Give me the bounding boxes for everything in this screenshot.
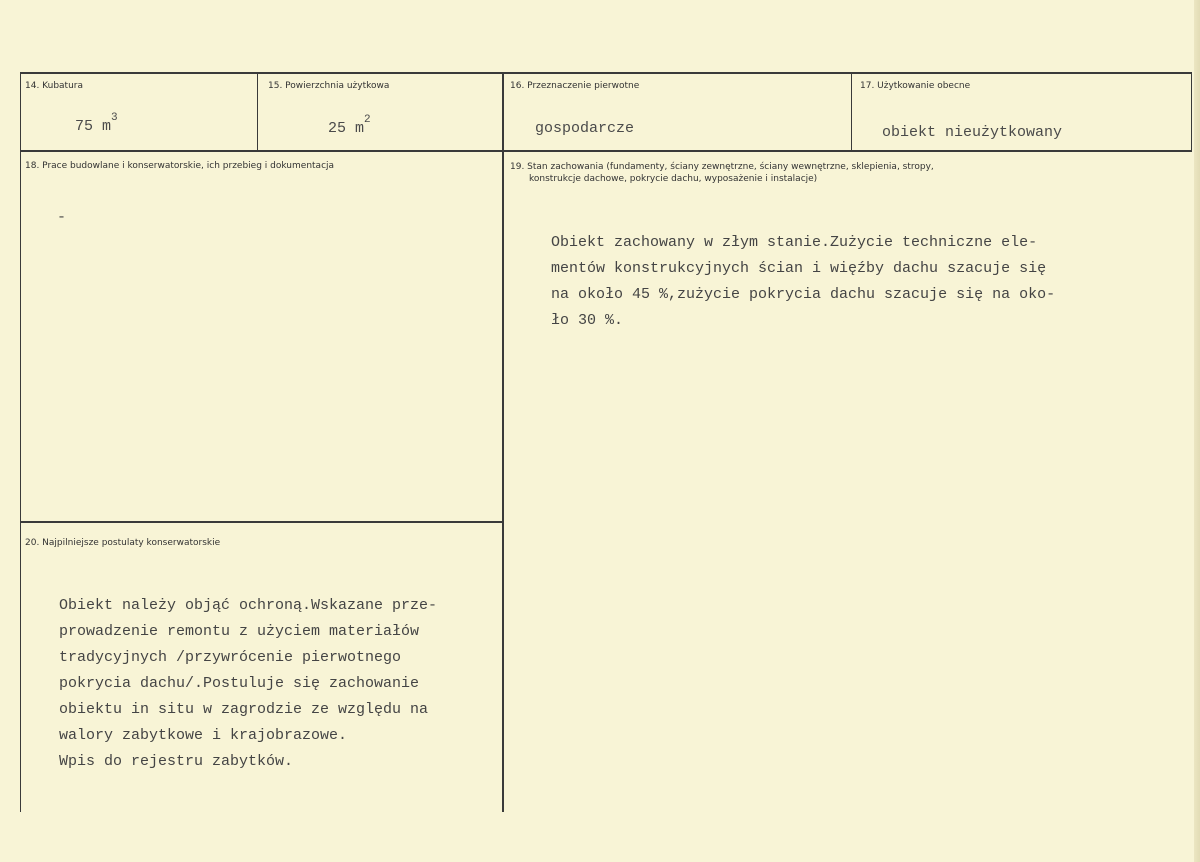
stan-line: na około 45 %,zużycie pokrycia dachu szacuje się na oko-	[551, 286, 1056, 303]
right-rule	[1191, 72, 1192, 152]
divider-14-15	[257, 72, 258, 152]
powierzchnia-text: 25 m	[328, 120, 365, 137]
stan-line: Obiekt zachowany w złym stanie.Zużycie techniczne ele-	[551, 234, 1038, 251]
label-przeznaczenie: 16. Przeznaczenie pierwotne	[510, 81, 640, 91]
postulat-line: Wpis do rejestru zabytków.	[59, 753, 294, 770]
postulat-line: walory zabytkowe i krajobrazowe.	[59, 727, 348, 744]
value-uzytkowanie: obiekt nieużytkowany	[882, 124, 1063, 141]
label-uzytkowanie: 17. Użytkowanie obecne	[860, 81, 971, 91]
kubatura-text: 75 m	[75, 118, 112, 135]
postulat-line: prowadzenie remontu z użyciem materiałów	[59, 623, 420, 640]
label-stan-zachowania-2: konstrukcje dachowe, pokrycie dachu, wyposażenie i instalacje)	[529, 174, 818, 184]
row1-rule	[20, 150, 1192, 152]
postulat-line: pokrycia dachu/.Postuluje się zachowanie	[59, 675, 420, 692]
card-edge	[1194, 0, 1200, 862]
section18-bottom-rule	[20, 521, 502, 523]
label-kubatura: 14. Kubatura	[25, 81, 84, 91]
powierzchnia-exponent: 2	[364, 114, 371, 126]
postulat-line: Obiekt należy objąć ochroną.Wskazane prze-	[59, 597, 438, 614]
left-rule	[20, 72, 21, 812]
divider-16-17	[851, 72, 852, 152]
postulat-line: tradycyjnych /przywrócenie pierwotnego	[59, 649, 402, 666]
label-stan-zachowania-1: 19. Stan zachowania (fundamenty, ściany zewnętrzne, ściany wewnętrzne, sklepienia, stropy,	[510, 162, 934, 172]
kubatura-exponent: 3	[111, 112, 118, 124]
label-postulaty: 20. Najpilniejsze postulaty konserwatorskie	[25, 538, 221, 548]
label-powierzchnia: 15. Powierzchnia użytkowa	[268, 81, 390, 91]
value-prace-budowlane: -	[57, 209, 67, 226]
stan-line: mentów konstrukcyjnych ścian i więźby dachu szacuje się	[551, 260, 1047, 277]
stan-line: ło 30 %.	[551, 312, 624, 329]
value-kubatura	[75, 112, 118, 135]
postulat-line: obiektu in situ w zagrodzie ze względu na	[59, 701, 429, 718]
divider-15-16	[502, 72, 504, 812]
top-rule	[20, 72, 1192, 74]
value-przeznaczenie: gospodarcze	[535, 120, 635, 137]
value-powierzchnia	[328, 114, 371, 137]
label-prace-budowlane: 18. Prace budowlane i konserwatorskie, ich przebieg i dokumentacja	[25, 161, 335, 171]
